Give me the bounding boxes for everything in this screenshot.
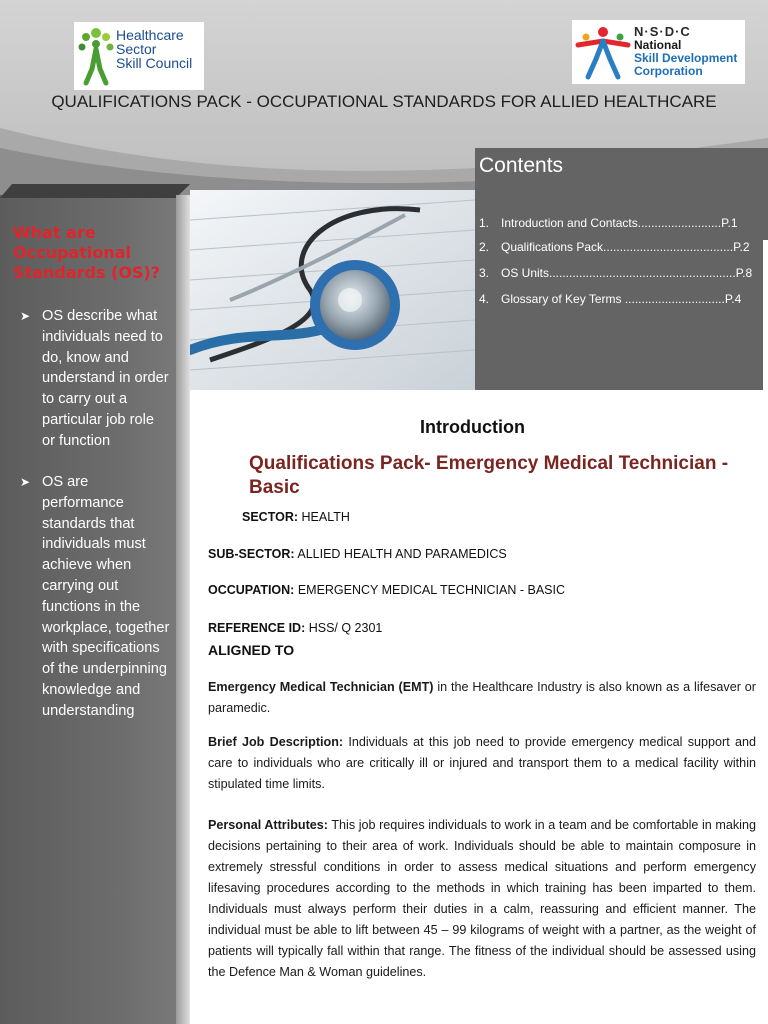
arrow-bullet-icon: ➤ xyxy=(20,475,31,489)
hssc-line3: Skill Council xyxy=(116,55,193,71)
hssc-wordmark xyxy=(116,28,192,70)
toc-number: 1. xyxy=(479,216,490,230)
subsector-field xyxy=(208,547,507,561)
arrow-bullet-icon: ➤ xyxy=(20,309,31,323)
nsdc-line3: Corporation xyxy=(634,64,703,78)
nsdc-figures-icon xyxy=(574,23,632,81)
reference-id-label: REFERENCE ID: xyxy=(208,621,306,635)
occupation-label: OCCUPATION: xyxy=(208,583,295,597)
document-title: QUALIFICATIONS PACK - OCCUPATIONAL STANDARDS FOR ALLIED HEALTHCARE xyxy=(51,92,717,111)
job-description-label: Brief Job Description: xyxy=(208,735,344,749)
reference-id-value: HSS/ Q 2301 xyxy=(305,621,383,635)
personal-attributes-paragraph xyxy=(208,815,756,983)
emt-paragraph xyxy=(208,677,756,719)
job-description-paragraph xyxy=(208,732,756,795)
nsdc-logo xyxy=(572,20,745,84)
hssc-line1: Healthcare xyxy=(116,27,184,43)
sidebar-bullet xyxy=(20,306,170,452)
toc-number: 3. xyxy=(479,266,490,280)
occupation-field xyxy=(208,583,565,597)
sector-label: SECTOR: xyxy=(242,510,299,524)
hssc-line2: Sector xyxy=(116,41,157,57)
hssc-figure-icon xyxy=(76,25,116,87)
os-heading: What are Occupational Standards (OS)? xyxy=(13,223,161,282)
subsector-value: ALLIED HEALTH AND PARAMEDICS xyxy=(294,547,507,561)
introduction-heading: Introduction xyxy=(420,417,525,437)
nsdc-wordmark xyxy=(634,24,744,78)
toc-item[interactable] xyxy=(479,266,768,280)
toc-number: 2. xyxy=(479,240,490,254)
aligned-to-heading: ALIGNED TO xyxy=(208,642,295,658)
occupation-value: EMERGENCY MEDICAL TECHNICIAN - BASIC xyxy=(294,583,565,597)
toc-text: Introduction and Contacts.........................P.1 xyxy=(501,216,738,230)
hssc-logo xyxy=(74,22,204,90)
sector-value: HEALTH xyxy=(298,510,350,524)
toc-item[interactable] xyxy=(479,240,768,254)
sidebar-top-bevel xyxy=(0,184,190,198)
sidebar-edge xyxy=(176,195,190,1024)
toc-item[interactable] xyxy=(479,216,768,230)
bullet-text: OS describe what individuals need to do, know and understand in order to carry out a particular job role or function xyxy=(42,308,169,449)
bullet-text: OS are performance standards that individuals must achieve when carrying out functions in the workplace, together with specifications of the underpinning knowledge and understanding xyxy=(42,474,170,719)
toc-text: Qualifications Pack.......................................P.2 xyxy=(501,240,750,254)
stethoscope-photo xyxy=(190,190,475,390)
sidebar-bullet xyxy=(20,472,170,722)
qualification-pack-name: Qualifications Pack- Emergency Medical Technician - Basic xyxy=(249,453,729,498)
toc-text: Glossary of Key Terms ..............................P.4 xyxy=(501,292,742,306)
toc-number: 4. xyxy=(479,292,490,306)
nsdc-line1: National xyxy=(634,38,682,52)
personal-attributes-text: This job requires individuals to work in a team and be comfortable in making decisions pertaining to their area of work. Individuals should be able to maintain composure in extremely stressful conditions in order to assess medical situations and perform emergency lifesaving procedures according to the methods in which training has been imparted to them. Individuals must always perform their duties in a calm, reassuring and efficient manner. The individual must be able to lift between 45 – 99 kilograms of weight with a partner, as the weight of patients will typically fall within that range. The fitness of the individual should be assessed using the Defence Man & Woman guidelines. xyxy=(208,818,756,979)
emt-label: Emergency Medical Technician (EMT) xyxy=(208,680,434,694)
nsdc-line2: Skill Development xyxy=(634,51,738,65)
reference-id-field xyxy=(208,621,382,635)
contents-edge xyxy=(763,240,768,390)
toc-text: OS Units........................................................P.8 xyxy=(501,266,753,280)
contents-title: Contents xyxy=(479,154,564,177)
job-description-text: Individuals at this job need to provide emergency medical support and care to individuals who are critically ill or injured and transport them to a medical facility within stipulated time limits. xyxy=(208,735,756,791)
toc-item[interactable] xyxy=(479,292,768,306)
personal-attributes-label: Personal Attributes: xyxy=(208,818,328,832)
sector-field xyxy=(242,510,350,524)
emt-text: in the Healthcare Industry is also known as a lifesaver or paramedic. xyxy=(208,680,756,715)
subsector-label: SUB-SECTOR: xyxy=(208,547,295,561)
nsdc-abbreviation: N·S·D·C xyxy=(634,24,691,39)
